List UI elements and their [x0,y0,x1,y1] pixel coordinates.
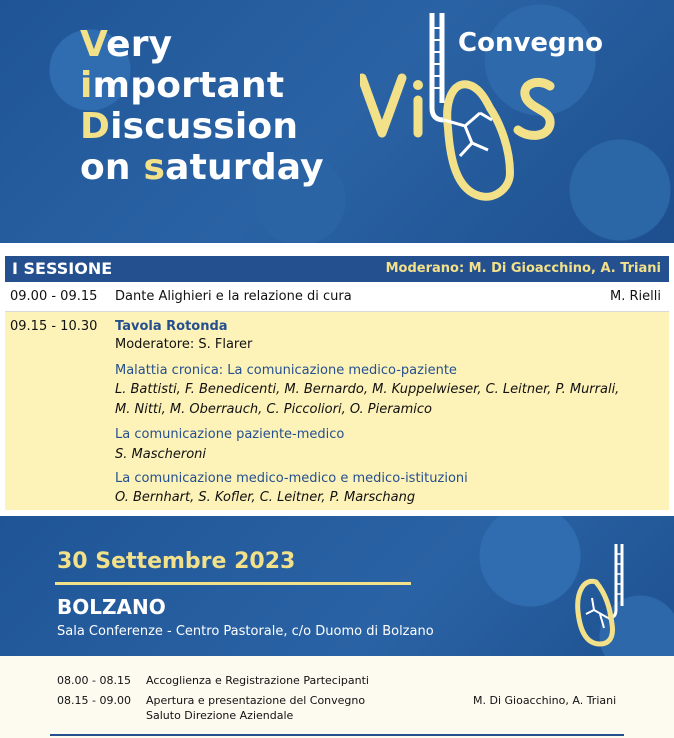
round-table-moderator: Moderatore: S. Flarer [115,337,253,352]
title-line-4: on saturday [80,147,324,188]
event-city: BOLZANO [57,595,166,619]
event-title [80,24,324,188]
row-speaker: M. Rielli [610,289,661,304]
title-line-3: Discussion [80,106,299,147]
topic-speakers: L. Battisti, F. Benedicenti, M. Bernardo, M. Kuppelwieser, C. Leitner, P. Murrali, [115,382,620,397]
session-title: I SESSIONE [12,259,113,278]
program-list [0,656,674,738]
program-time: 08.15 - 09.00 [57,694,131,707]
program-time: 08.00 - 08.15 [57,674,131,687]
program-row-highlighted [5,312,669,510]
date-underline [55,582,411,585]
program-description: Apertura e presentazione del Convegno [146,694,366,707]
title-line-1: Very [80,24,173,65]
topic-title: La comunicazione paziente-medico [115,427,345,442]
divider [50,734,624,736]
session-header [5,256,669,282]
footer-banner [0,516,674,656]
event-date: 30 Settembre 2023 [57,549,296,574]
row-description: Dante Alighieri e la relazione di cura [115,289,352,304]
round-table-title: Tavola Rotonda [115,319,228,334]
topic-speakers: S. Mascheroni [115,447,207,462]
program-speaker: M. Di Gioacchino, A. Triani [473,694,617,707]
topic-speakers: M. Nitti, M. Oberrauch, C. Piccoliori, O. Pieramico [115,402,432,417]
header-banner [0,0,674,243]
vids-logo-icon [360,8,570,208]
topic-title: La comunicazione medico-medico e medico-istituzioni [115,471,468,486]
row-time: 09.00 - 09.15 [10,289,98,304]
program-description: Accoglienza e Registrazione Partecipanti [146,674,369,687]
session-moderators: Moderano: M. Di Gioacchino, A. Triani [385,261,661,276]
topic-speakers: O. Bernhart, S. Kofler, C. Leitner, P. Marschang [115,490,416,505]
lung-logo-icon [570,540,640,650]
event-venue: Sala Conferenze - Centro Pastorale, c/o Duomo di Bolzano [57,624,434,639]
title-line-2: important [80,65,285,106]
program-description: Saluto Direzione Aziendale [146,709,294,722]
convegno-label: Convegno [458,28,604,58]
program-row [5,283,669,312]
row-time: 09.15 - 10.30 [10,319,98,334]
topic-title: Malattia cronica: La comunicazione medico-paziente [115,363,457,378]
